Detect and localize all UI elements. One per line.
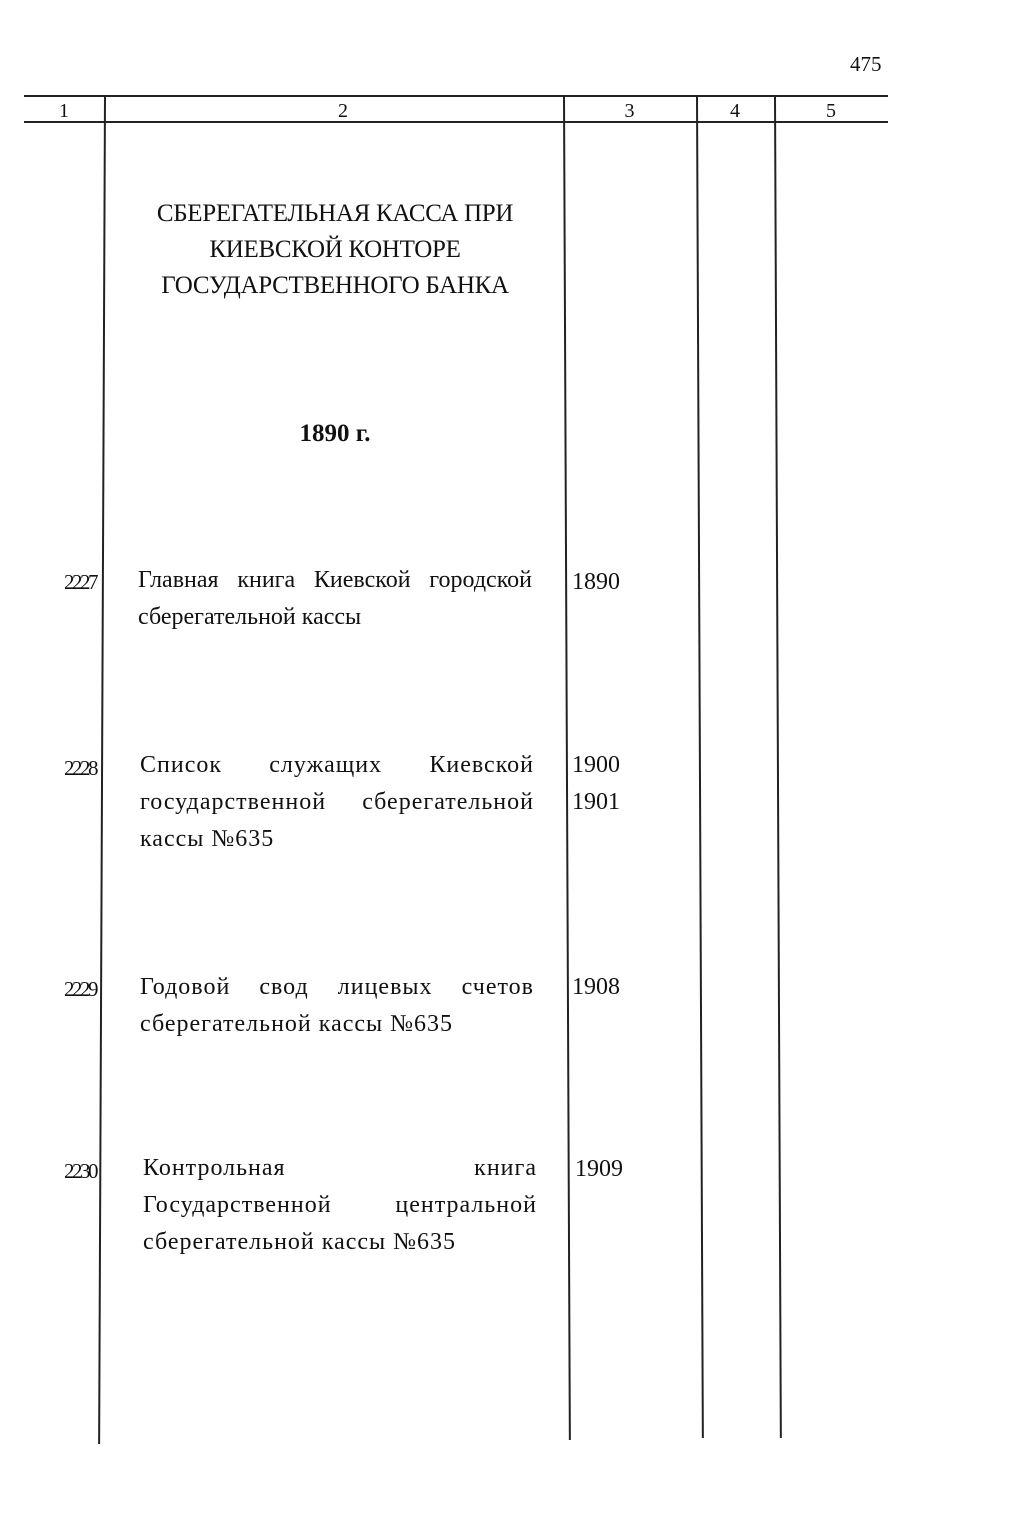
row-number: 2227 — [64, 570, 96, 594]
row-date: 1890 — [572, 569, 620, 595]
row-dates — [572, 747, 620, 821]
column-divider-1 — [98, 96, 105, 1444]
row-number: 2230 — [64, 1159, 96, 1183]
row-number: 2229 — [64, 977, 96, 1001]
row-description: Список служащих Киевской государственной сберегательной кассы №635 — [140, 752, 534, 852]
row-dates — [572, 969, 620, 1006]
column-divider-4 — [774, 96, 781, 1438]
column-header-5: 5 — [826, 100, 836, 122]
column-divider-3 — [696, 96, 703, 1438]
column-header-2: 2 — [338, 100, 348, 122]
table-top-rule — [24, 95, 888, 97]
column-header-1: 1 — [59, 100, 69, 122]
page-number: 475 — [850, 52, 882, 76]
row-description: Контрольная книга Государственной центральной сберегательной кассы №635 — [143, 1155, 537, 1255]
row-date: 1909 — [575, 1156, 623, 1182]
row-date: 1901 — [572, 789, 620, 815]
row-dates — [572, 564, 620, 601]
column-divider-2 — [563, 96, 570, 1440]
row-number: 2228 — [64, 756, 96, 780]
row-description: Главная книга Киевской городской сберегательной кассы — [138, 567, 532, 630]
row-dates — [575, 1151, 623, 1188]
row-description: Годовой свод лицевых счетов сберегательной кассы №635 — [140, 974, 534, 1037]
section-title-line: СБЕРЕГАТЕЛЬНАЯ КАССА ПРИ — [156, 200, 514, 227]
section-title-line: ГОСУДАРСТВЕННОГО БАНКА — [161, 272, 509, 299]
section-title — [120, 196, 550, 304]
row-date: 1908 — [572, 974, 620, 1000]
section-year: 1890 г. — [299, 420, 371, 447]
column-header-3: 3 — [624, 100, 635, 122]
column-header-4: 4 — [730, 100, 740, 122]
section-title-line: КИЕВСКОЙ КОНТОРЕ — [209, 236, 461, 263]
row-date: 1900 — [572, 752, 620, 778]
